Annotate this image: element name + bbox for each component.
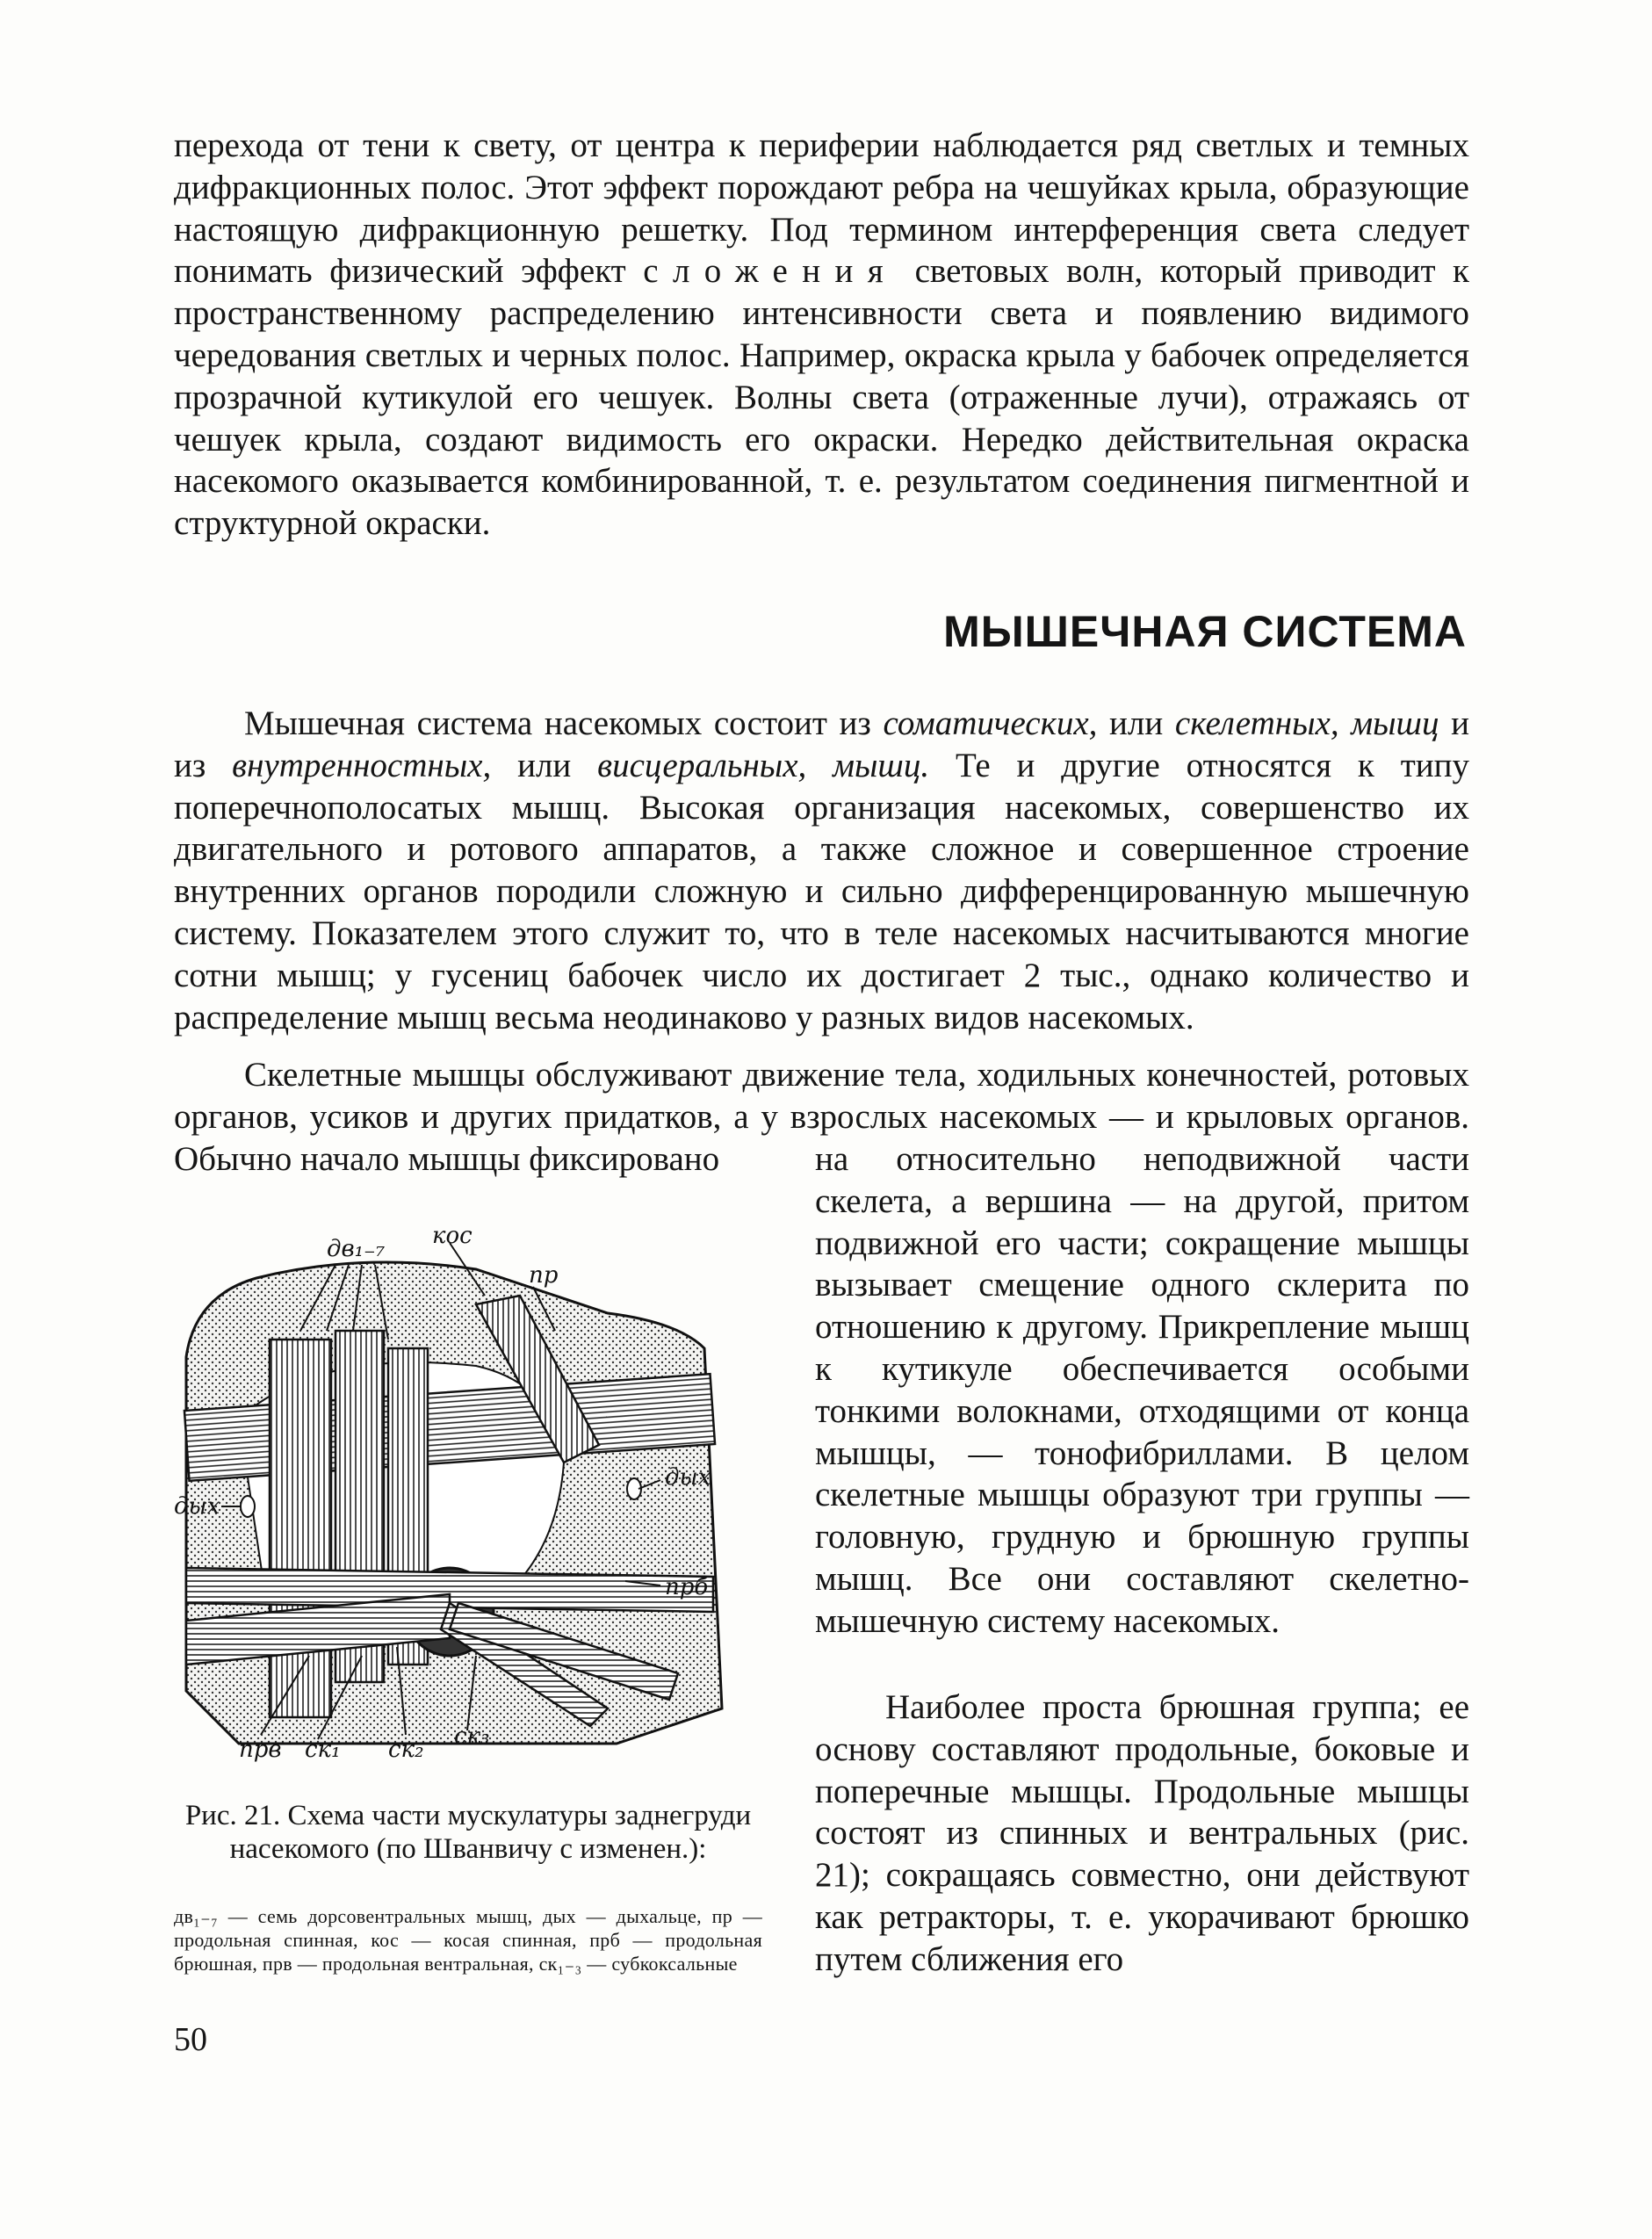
figure-caption: Рис. 21. Схема части мускулатуры заднегруди насекомого (по Шванвичу с изменен.): — [184, 1800, 752, 1865]
paragraph-abdominal-group: Наиболее проста брюшная группа; ее основу составляют продольные, боковые и поперечные мышцы. Продольные мышцы состоят из спинных и вентральных (рис. 21); сокращаясь совместно, они действуют как ретракторы, т. е. укорачивают брюшко путем сближения его — [815, 1688, 1469, 1978]
label-sk3: ск₃ — [454, 1723, 490, 1750]
italic-term: висцеральных, мышц. — [597, 746, 930, 784]
figure-muscle-diagram — [174, 1217, 727, 1766]
label-sk2: ск₂ — [388, 1737, 424, 1763]
label-dyh-right: дых — [665, 1464, 711, 1491]
figure-legend: дв₁₋₇ — семь дорсовентральных мышц, дых — дыхальце, пр — продольная спинная, кос — косая спинная, прб — продольная брюшная, прв — продольная вентральная, ск₁₋₃ — субкоксальные — [174, 1905, 762, 1975]
paragraph-skeletal-muscles: Скелетные мышцы обслуживают движение тела, ходильных конечностей, ротовых органов, усиков и других придатков, а у взрослых насекомых — и крыловых органов. Обычно начало мышцы фиксировано — [174, 1056, 1469, 1178]
paragraph-interference-part1: перехода от тени к свету, от центра к периферии наблюдается ряд светлых и темных дифракционных полос. Этот эффект порождают ребра на чешуйках крыла, образующие настоящую дифракционную решетку. Под термином интерференция света следует понимать физический эффект — [174, 126, 1469, 291]
label-sk1: ск₁ — [305, 1737, 341, 1763]
page-number: 50 — [174, 2021, 207, 2058]
label-dyh-left: дых — [174, 1493, 220, 1520]
paragraph-muscle-system — [174, 703, 1469, 1038]
text-run: Те и другие относятся к типу поперечнополосатых мышц. Высокая организация насекомых, совершенство их двигательного и ротового аппаратов, а также сложное и совершенное строение внутренних органов породили сложную и сильно дифференцированную мышечную систему. Показателем этого служит то, что в теле насекомых насчитываются многие сотни мышц; у гусениц бабочек число их достигает 2 тыс., однако количество и распределение мышц весьма неодинаково у разных видов насекомых. — [174, 746, 1469, 1036]
paragraph-skeletal-column: на относительно неподвижной части скелета, а вершина — на другой, притом подвижной его части; сокращение мышцы вызывает смещение одного склерита по отношению к другому. Прикрепление мышц к кутикуле обеспечивается особыми тонкими волокнами, отходящими от конца мышцы, — тонофибриллами. В целом скелетные мышцы образуют три группы — головную, грудную и брюшную группы мышц. Все они составляют скелетно-мышечную систему насекомых. — [815, 1140, 1469, 1640]
italic-term: скелетных, мышц — [1174, 704, 1439, 742]
label-pr: пр — [529, 1262, 559, 1289]
label-dv: дв₁₋₇ — [327, 1236, 386, 1262]
label-prb-right: прб — [665, 1574, 709, 1600]
text-run: или — [491, 746, 598, 784]
paragraph-interference — [174, 125, 1469, 545]
label-prb-bottom: прв — [239, 1737, 282, 1763]
spaced-word: сложения — [643, 252, 898, 291]
label-kos: кос — [432, 1223, 473, 1249]
italic-term: соматических, — [883, 704, 1098, 742]
italic-term: внутренностных, — [232, 746, 492, 784]
section-heading: МЫШЕЧНАЯ СИСТЕМА — [943, 607, 1467, 656]
text-run: и из — [174, 704, 1470, 784]
text-run: Мышечная система насекомых состоит из — [244, 704, 884, 742]
paragraph-interference-part2: световых волн, который приводит к пространственному распределению интенсивности света и появлению видимого чередования светлых и черных полос. Например, окраска крыла у бабочек определяется прозрачной кутикулой его чешуек. Волны света (отраженные лучи), отражаясь от чешуек крыла, создают видимость его окраски. Нередко действительная окраска насекомого оказывается комбинированной, т. е. результатом соединения пигментной и структурной окраски. — [174, 252, 1469, 543]
text-run: или — [1097, 704, 1175, 742]
